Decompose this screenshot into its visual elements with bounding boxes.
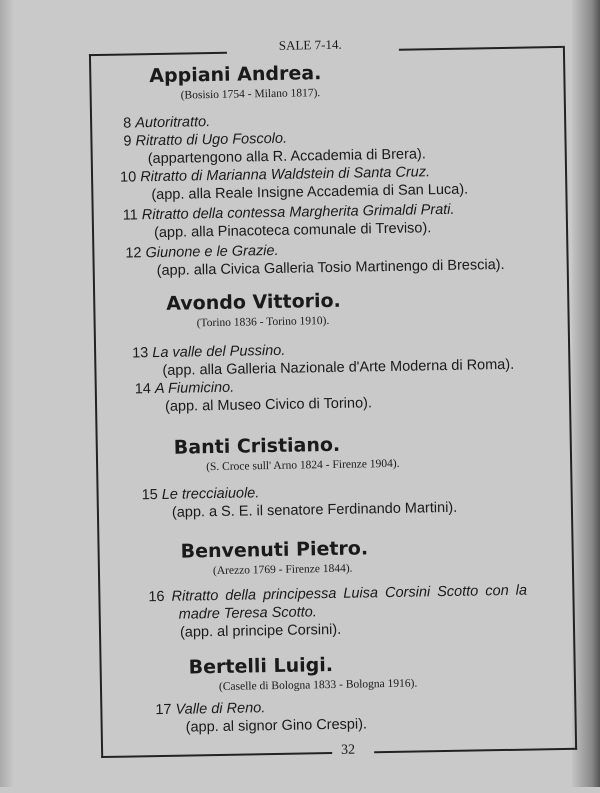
catalog-entry: 8 Autoritratto. (123, 114, 211, 132)
catalog-entry: 10 Ritratto di Marianna Waldstein di Santa Cruz. (119, 164, 431, 186)
catalog-entry: 16 Ritratto della principessa Luisa Corsini Scotto con la (148, 582, 528, 606)
catalog-entry: 9 Ritratto di Ugo Foscolo. (123, 130, 288, 150)
entry-note: (appartengono alla R. Accademia di Brera). (147, 146, 426, 168)
artist-dates: (Bosisio 1754 - Milano 1817). (180, 87, 321, 102)
catalog-entry: 15 Le trecciaiuole. (141, 485, 260, 504)
artist-name: Appiani Andrea. (149, 62, 322, 88)
artist-dates: (Torino 1836 - Torino 1910). (196, 315, 330, 330)
entry-note: (app. alla Reale Insigne Accademia di San Luca). (151, 181, 469, 204)
catalog-entry: 17 Valle di Reno. (155, 700, 266, 719)
entry-note: (app. alla Pinacoteca comunale di Treviso). (153, 220, 432, 242)
entry-note: (app. alla Civica Galleria Tosio Martinengo di Brescia). (156, 256, 505, 280)
artist-dates: (Caselle di Bologna 1833 - Bologna 1916). (218, 677, 418, 693)
entry-note: (app. a S. E. il senatore Ferdinando Martini). (171, 499, 458, 521)
catalog-entry: 13 La valle del Pussino. (132, 342, 286, 362)
entry-title-continued: madre Teresa Scotto. (178, 604, 317, 623)
entry-note: (app. alla Galleria Nazionale d'Arte Moderna di Roma). (162, 356, 515, 379)
artist-name: Bertelli Luigi. (188, 653, 334, 679)
artist-name: Benvenuti Pietro. (180, 537, 369, 563)
page-number: 32 (340, 742, 356, 758)
artist-name: Banti Cristiano. (173, 433, 341, 459)
artist-dates: (Arezzo 1769 - Firenze 1844). (212, 562, 353, 578)
catalog-entry: 14 A Fiumicino. (134, 379, 235, 398)
artist-dates: (S. Croce sull' Arno 1824 - Firenze 1904). (206, 457, 400, 474)
catalog-entry: 11 Ritratto della contessa Margherita Grimaldi Prati. (122, 201, 455, 224)
entry-note: (app. al signor Gino Crespi). (185, 716, 368, 736)
catalog-entry: 12 Giunone e le Grazie. (125, 242, 279, 262)
entry-note: (app. al Museo Civico di Torino). (164, 395, 373, 415)
artist-name: Avondo Vittorio. (166, 289, 341, 315)
entry-note: (app. al principe Corsini). (179, 621, 342, 641)
page-header: SALE 7-14. (278, 36, 342, 53)
